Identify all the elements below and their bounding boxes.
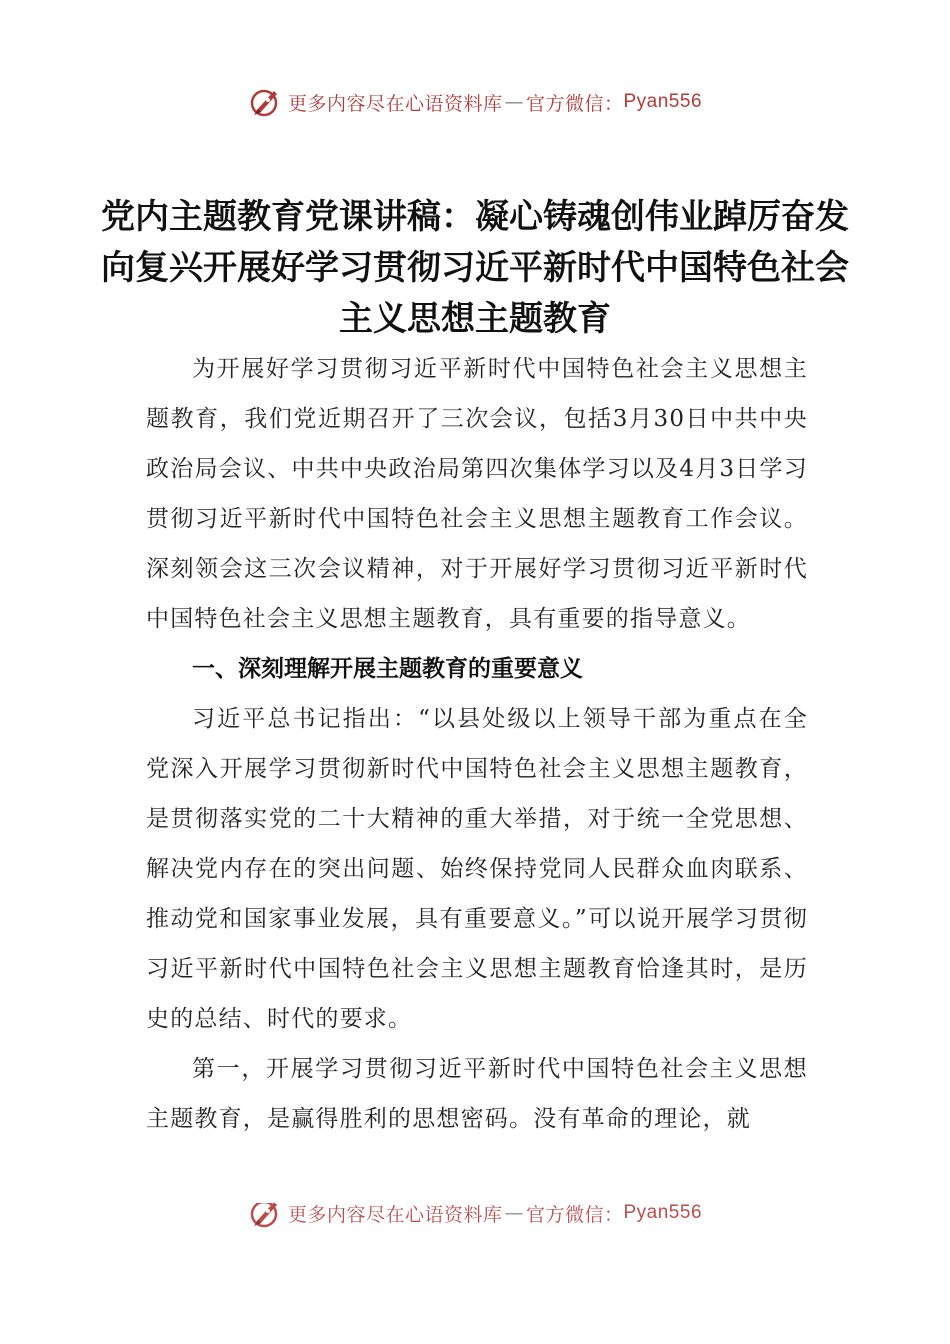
document-body [146, 344, 808, 1144]
watermark-header [0, 82, 950, 122]
pen-nib-logo-icon [248, 1203, 282, 1230]
watermark-text: 更多内容尽在心语资料库 [287, 1203, 503, 1226]
watermark-text: 更多内容尽在心语资料库 [287, 92, 503, 115]
body-paragraph: 习近平总书记指出：“以县处级以上领导干部为重点在全党深入开展学习贯彻新时代中国特色社会主义思想主题教育，是贯彻落实党的二十大精神的重大举措，对于统一全党思想、解决党内存在的突出问题、始终保持党同人民群众血肉联系、推动党和国家事业发展，具有重要意义。”可以说开展学习贯彻习近平新时代中国特色社会主义思想主题教育恰逢其时，是历史的总结、时代的要求。 [146, 706, 808, 1032]
watermark-label: 官方微信： [525, 92, 624, 115]
watermark-content [248, 85, 702, 119]
watermark-footer [0, 1203, 950, 1235]
watermark-separator: — [504, 1203, 524, 1224]
body-paragraph: 第一，开展学习贯彻习近平新时代中国特色社会主义思想主题教育，是赢得胜利的思想密码。没有革命的理论，就 [146, 1056, 808, 1132]
section-heading: 一、深刻理解开展主题教育的重要意义 [192, 656, 583, 682]
watermark-wechat-id: Pyan556 [623, 91, 703, 112]
watermark-content [248, 1203, 702, 1230]
body-paragraph: 为开展好学习贯彻习近平新时代中国特色社会主义思想主题教育，我们党近期召开了三次会议，包括3月30日中共中央政治局会议、中共中央政治局第四次集体学习以及4月3日学习贯彻习近平新时代中国特色社会主义思想主题教育工作会议。深刻领会这三次会议精神，对于开展好学习贯彻习近平新时代中国特色社会主义思想主题教育，具有重要的指导意义。 [146, 356, 808, 632]
watermark-separator: — [504, 91, 524, 113]
watermark-wechat-id: Pyan556 [623, 1203, 703, 1223]
document-title: 党内主题教育党课讲稿：凝心铸魂创伟业踔厉奋发向复兴开展好学习贯彻习近平新时代中国特色社会主义思想主题教育 [101, 197, 849, 339]
watermark-label: 官方微信： [525, 1203, 624, 1226]
pen-nib-logo-icon [248, 85, 282, 119]
